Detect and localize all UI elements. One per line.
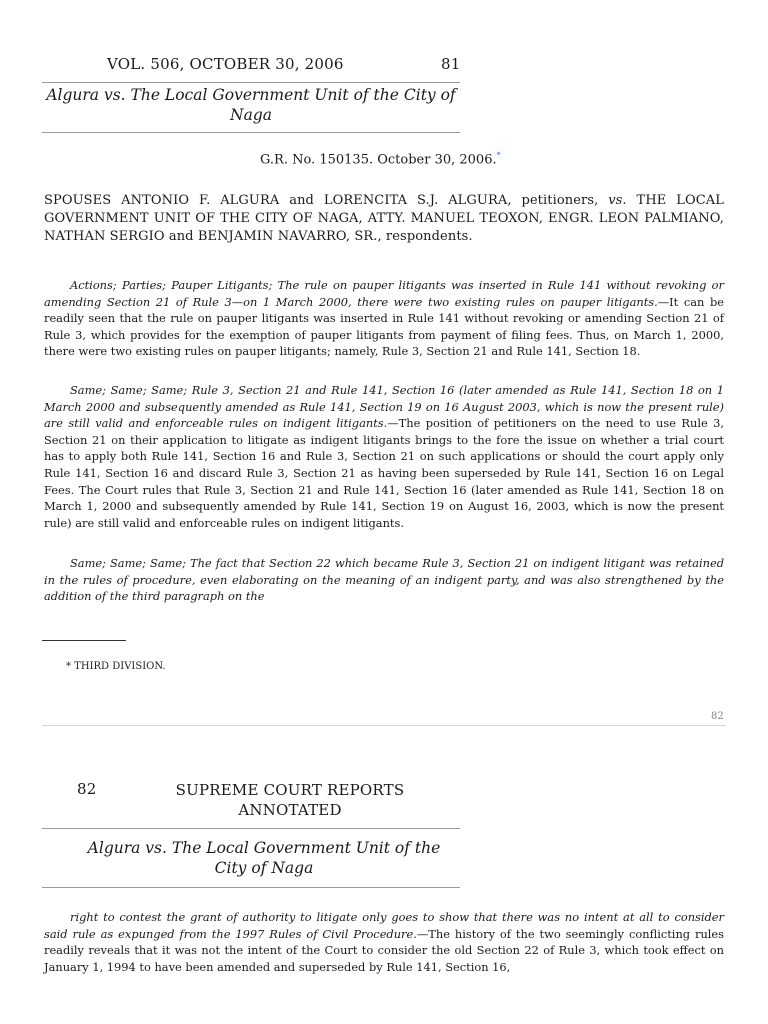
parties-block [44,192,724,246]
case-title [42,85,460,125]
syllabus-paragraph-2 [44,382,724,531]
page2-continued-text: —The history of the two seemingly conflicting rules readily reveals that it was not the intent of the Court to consider the old Section 22 of Rule 3, which took effect on January 1, 1994 to have been amended and superseded by Rule 141, Section 16, [44,926,725,974]
footnote-text: * THIRD DIVISION. [66,661,166,672]
page2-header-line2: ANNOTATED [238,801,342,819]
next-page-marker: 82 [711,711,724,722]
page2-header-line1: SUPREME COURT REPORTS [175,781,405,799]
title-divider [42,132,460,133]
syllabus-paragraph-3 [44,555,724,605]
syllabus-paragraph-1 [44,277,724,360]
case-title-line2: Naga [230,106,272,124]
page2-title-divider [42,887,460,888]
syllabus-2-italic: Same; Same; Same; Rule 3, Section 21 and Rule 141, Section 16 (later amended as Rule 141, Section 18 on 1 March 2000 and subsequently amended as Rule 141, Section 19 on 16 August 2003, which is now the present rule) are still valid and enforceable rules on indigent litigants. [44,383,724,431]
page2-continued-paragraph [44,909,724,975]
syllabus-3-italic: Same; Same; Same; The fact that Section 22 which became Rule 3, Section 21 on indigent litigant was retained in the rules of procedure, even elaborating on the meaning of an indigent party, and was also strengthened by the addition of the third paragraph on the [44,556,724,604]
page2-number: 82 [77,780,97,798]
running-header: VOL. 506, OCTOBER 30, 2006 [107,55,344,73]
page2-continued-italic: right to contest the grant of authority to litigate only goes to show that there was no intent at all to consider said rule as expunged from the 1997 Rules of Civil Procedure. [44,910,724,941]
gr-number-text: G.R. No. 150135. October 30, 2006. [260,152,497,168]
syllabus-1-italic: Actions; Parties; Pauper Litigants; The rule on pauper litigants was inserted in Rule 141 without revoking or amending Section 21 of Rule 3—on 1 March 2000, there were two existing rules on pauper litigants. [44,278,724,309]
page2-case-title [42,838,486,878]
footnote-divider [42,640,126,641]
page-break-line [42,725,726,726]
page2-case-title-line2: City of Naga [214,859,314,877]
gr-number [260,151,501,167]
parties-petitioners: SPOUSES ANTONIO F. ALGURA and LORENCITA S.J. ALGURA, petitioners, [44,193,609,208]
page-number: 81 [441,55,461,73]
parties-vs: vs. [608,193,627,208]
syllabus-1-text: —It can be readily seen that the rule on pauper litigants was inserted in Rule 141 without revoking or amending Section 21 of Rule 3, which provides for the exemption of pauper litigants from payment of filing fees. Thus, on March 1, 2000, there were two existing rules on pauper litigants; namely, Rule 3, Section 21 and Rule 141, Section 18. [44,294,724,359]
case-title-line1: Algura vs. The Local Government Unit of the City of [46,86,456,104]
page2-running-header [160,780,420,820]
syllabus-2-text: —The position of petitioners on the need to use Rule 3, Section 21 on their application to litigate as indigent litigants brings to the fore the issue on whether a trial court has to apply both Rule 141, Section 16 and Rule 3, Section 21 on such applications or should the court apply only Rule 141, Section 16 and discard Rule 3, Section 21 as having been superseded by Rule 141, Section 16 on Legal Fees. The Court rules that Rule 3, Section 21 and Rule 141, Section 16 (later amended as Rule 141, Section 18 on March 1, 2000 and subsequently amended by Rule 141, Section 19 on August 16, 2003, which is now the present rule) are still valid and enforceable rules on indigent litigants. [44,416,725,530]
page2-case-title-line1: Algura vs. The Local Government Unit of the [87,839,441,857]
header-divider [42,82,460,83]
page2-header-divider [42,828,460,829]
footnote-link[interactable]: * [496,151,501,160]
parties-respondents: THE LOCAL GOVERNMENT UNIT OF THE CITY OF NAGA, ATTY. MANUEL TEOXON, ENGR. LEON PALMIANO, NATHAN SERGIO and BENJAMIN NAVARRO, SR., respondents. [44,193,724,244]
